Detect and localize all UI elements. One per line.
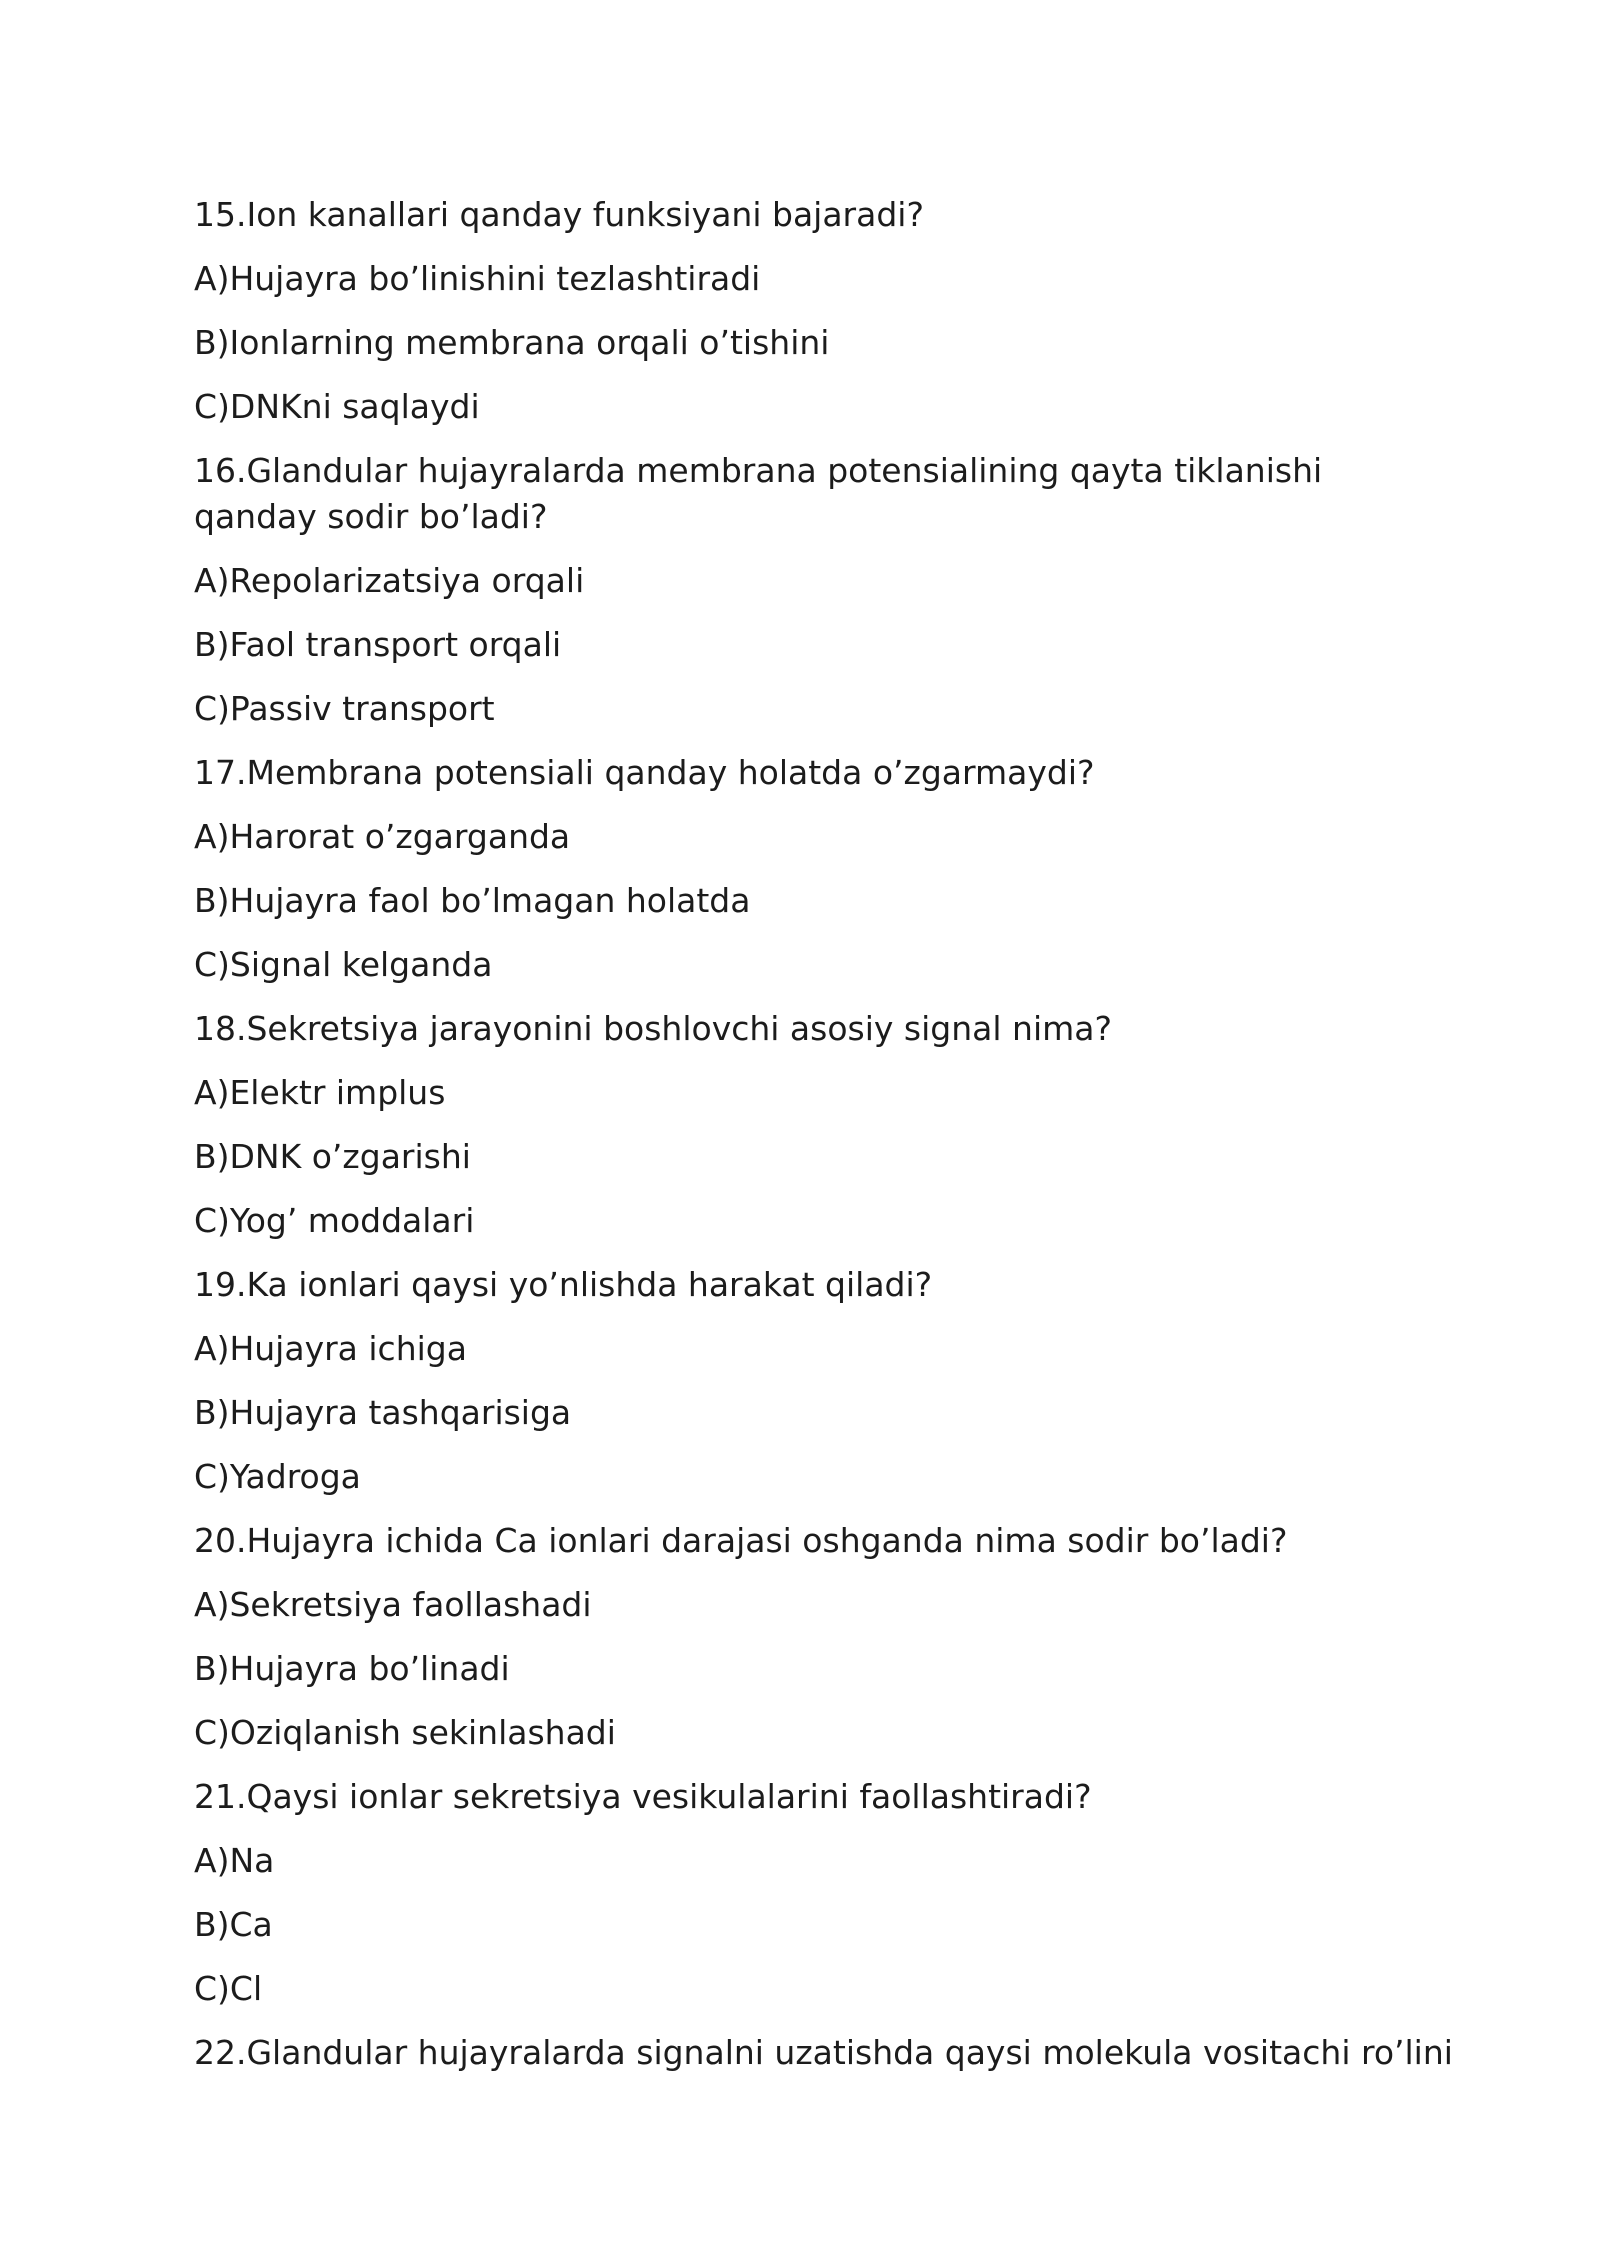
document-body [194, 192, 1453, 2094]
answer-19-b: B)Hujayra tashqarisiga [194, 1393, 572, 1432]
question-17: 17.Membrana potensiali qanday holatda o’zgarmaydi? [194, 753, 1095, 792]
answer-21-c: C)Cl [194, 1969, 263, 2008]
question-19: 19.Ka ionlari qaysi yo’nlishda harakat qiladi? [194, 1265, 933, 1304]
answer-16-c: C)Passiv transport [194, 689, 495, 728]
answer-19-c: C)Yadroga [194, 1457, 361, 1496]
answer-21-b: B)Ca [194, 1905, 273, 1944]
answer-19-a: A)Hujayra ichiga [194, 1329, 467, 1368]
answer-20-c: C)Oziqlanish sekinlashadi [194, 1713, 616, 1752]
answer-15-c: C)DNKni saqlaydi [194, 387, 480, 426]
question-16: 16.Glandular hujayralarda membrana potensialining qayta tiklanishi qanday sodir bo’ladi? [194, 451, 1323, 536]
answer-17-b: B)Hujayra faol bo’lmagan holatda [194, 881, 751, 920]
answer-18-c: C)Yog’ moddalari [194, 1201, 475, 1240]
answer-15-b: B)Ionlarning membrana orqali o’tishini [194, 323, 830, 362]
question-18: 18.Sekretsiya jarayonini boshlovchi asosiy signal nima? [194, 1009, 1112, 1048]
question-20: 20.Hujayra ichida Ca ionlari darajasi oshganda nima sodir bo’ladi? [194, 1521, 1288, 1560]
question-21: 21.Qaysi ionlar sekretsiya vesikulalarini faollashtiradi? [194, 1777, 1092, 1816]
answer-16-b: B)Faol transport orqali [194, 625, 562, 664]
question-22: 22.Glandular hujayralarda signalni uzatishda qaysi molekula vositachi ro’lini [194, 2033, 1453, 2072]
answer-17-c: C)Signal kelganda [194, 945, 493, 984]
answer-20-b: B)Hujayra bo’linadi [194, 1649, 510, 1688]
answer-18-a: A)Elektr implus [194, 1073, 446, 1112]
question-15: 15.Ion kanallari qanday funksiyani bajaradi? [194, 195, 924, 234]
answer-18-b: B)DNK o’zgarishi [194, 1137, 471, 1176]
answer-15-a: A)Hujayra bo’linishini tezlashtiradi [194, 259, 761, 298]
answer-16-a: A)Repolarizatsiya orqali [194, 561, 585, 600]
answer-21-a: A)Na [194, 1841, 275, 1880]
answer-20-a: A)Sekretsiya faollashadi [194, 1585, 592, 1624]
answer-17-a: A)Harorat o’zgarganda [194, 817, 571, 856]
